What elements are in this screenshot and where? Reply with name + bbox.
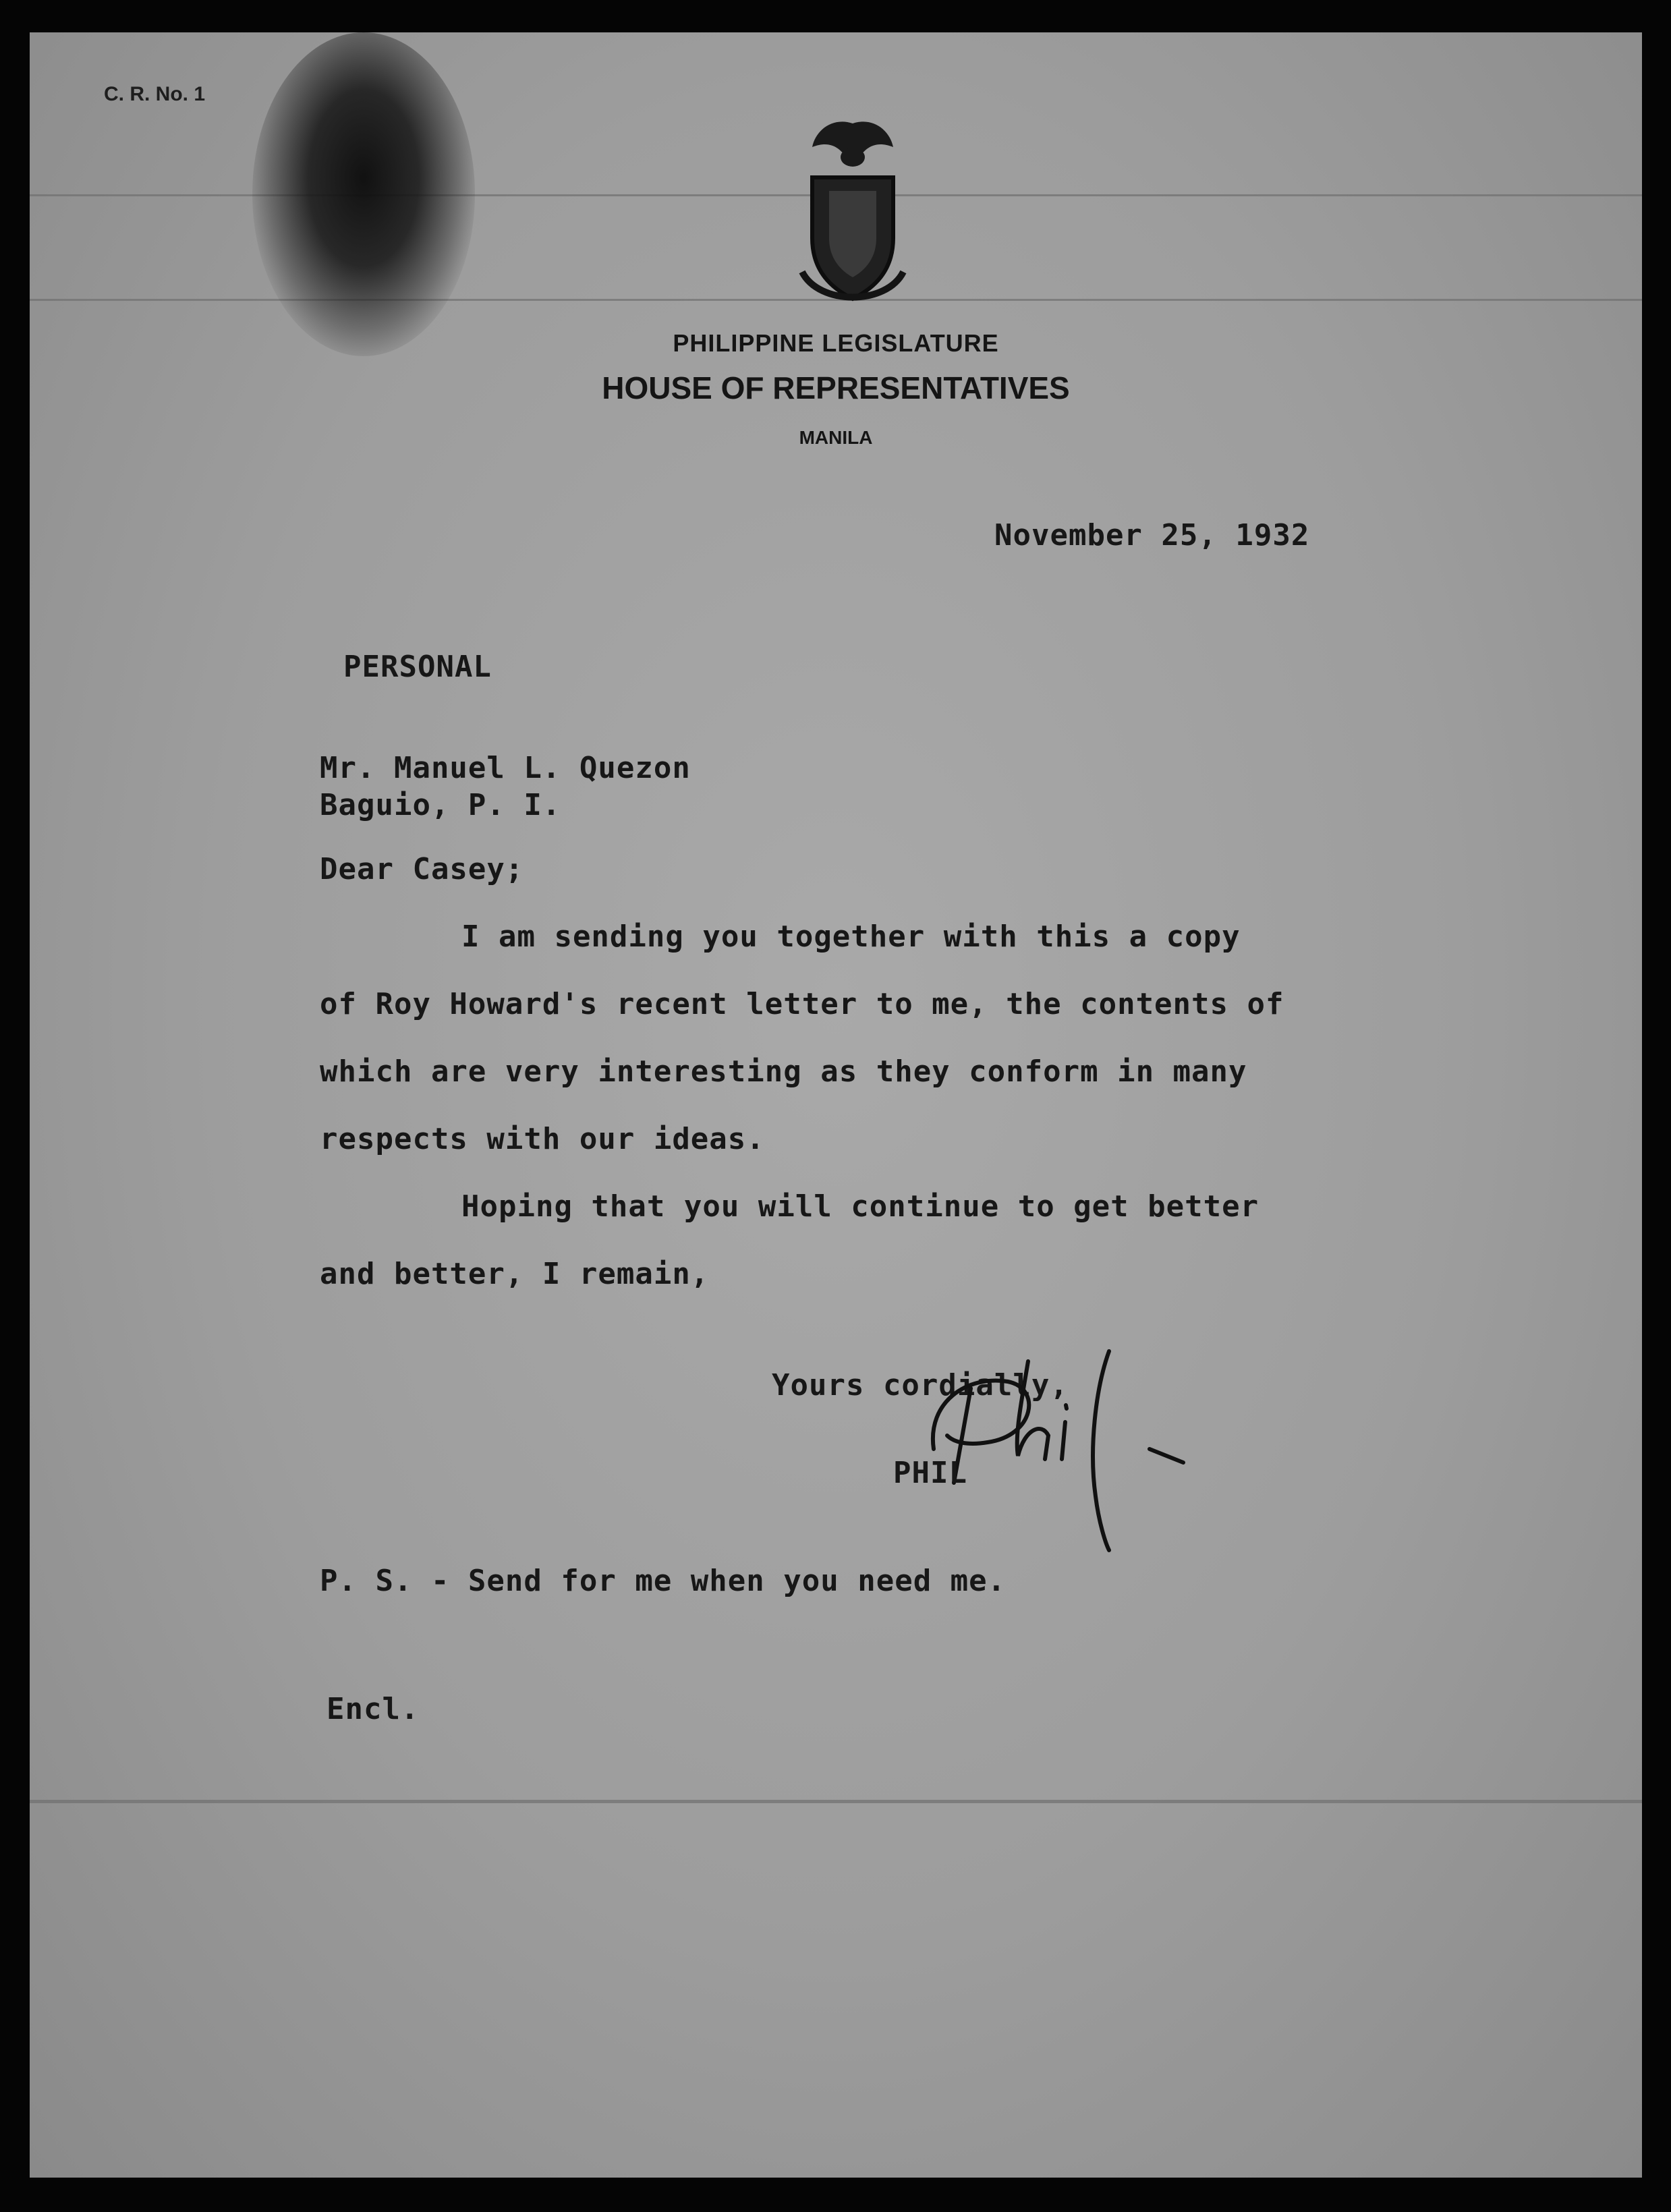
- body-line: respects with our ideas.: [320, 1122, 765, 1156]
- body-line: I am sending you together with this a copy: [461, 919, 1241, 954]
- letter-date: November 25, 1932: [994, 518, 1310, 552]
- postscript: P. S. - Send for me when you need me.: [320, 1564, 1007, 1598]
- letter-marking: PERSONAL: [343, 650, 492, 684]
- letterhead-legislature: PHILIPPINE LEGISLATURE: [673, 329, 999, 357]
- body-line: Hoping that you will continue to get better: [461, 1189, 1259, 1224]
- recipient-name: Mr. Manuel L. Quezon: [320, 751, 691, 785]
- letter-page: [30, 32, 1642, 2178]
- letterhead-house: HOUSE OF REPRESENTATIVES: [602, 370, 1070, 405]
- recipient-address: Baguio, P. I.: [320, 788, 561, 822]
- body-line: of Roy Howard's recent letter to me, the contents of: [320, 987, 1284, 1021]
- paper-fold-line: [30, 1800, 1642, 1803]
- form-number: C. R. No. 1: [104, 83, 206, 105]
- body-line: which are very interesting as they conform in many: [320, 1054, 1247, 1089]
- typed-signature: PHIL: [893, 1456, 967, 1490]
- closing: Yours cordially,: [772, 1368, 1069, 1402]
- body-line: and better, I remain,: [320, 1257, 710, 1291]
- enclosure-note: Encl.: [327, 1692, 420, 1726]
- salutation: Dear Casey;: [320, 852, 524, 886]
- ink-blot: [252, 32, 475, 356]
- letterhead-city: MANILA: [799, 427, 873, 448]
- coat-of-arms-icon: [792, 110, 913, 312]
